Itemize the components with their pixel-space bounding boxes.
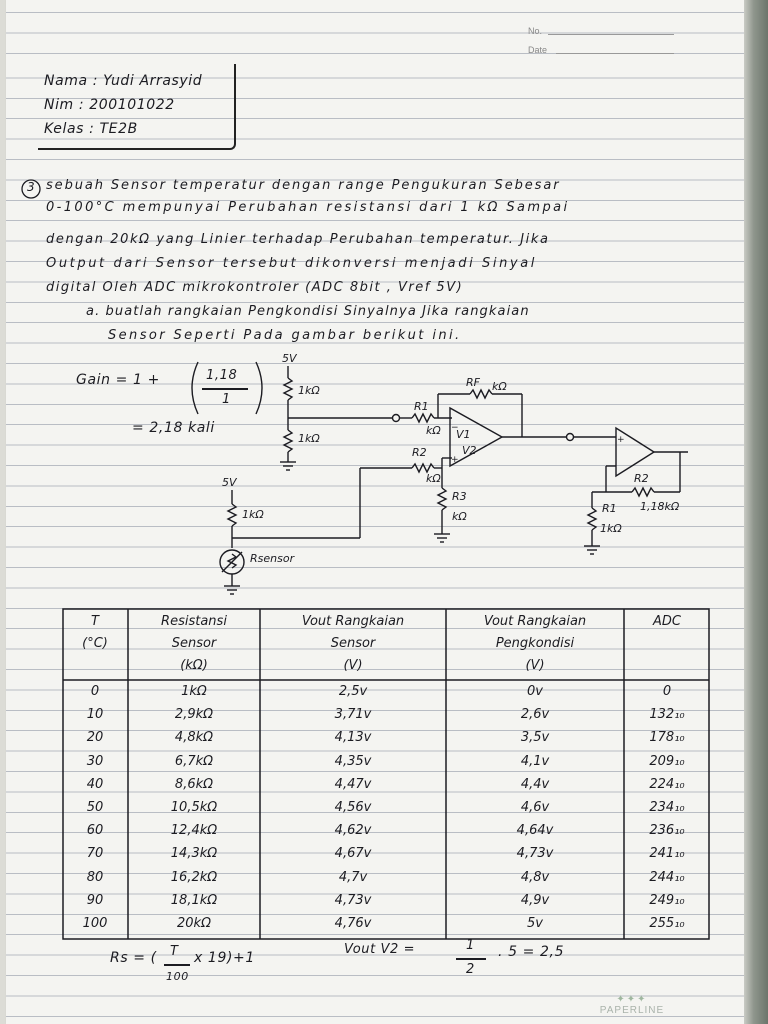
rs-formula-lhs: Rs = (	[110, 950, 157, 966]
r-top-label: 1kΩ	[298, 384, 320, 397]
table-cell: 40	[86, 776, 104, 792]
table-cell: 4,8v	[520, 869, 550, 885]
header-cell: (kΩ)	[180, 658, 208, 673]
question-number: 3	[27, 180, 36, 194]
table-cell: 2,9kΩ	[174, 707, 214, 723]
gain-denominator: 1	[222, 392, 231, 407]
header-cell: ADC	[653, 614, 681, 629]
gain-numerator: 1,18	[206, 368, 238, 383]
r1-value: kΩ	[426, 424, 441, 437]
r3-label: R3	[452, 490, 467, 503]
table-grid	[62, 608, 710, 940]
rs-fraction-bar	[164, 964, 190, 966]
table-cell: 60	[86, 823, 104, 839]
v2-label: V2	[462, 444, 477, 457]
v1-label: V1	[456, 428, 471, 441]
table-cell: 4,13v	[334, 730, 372, 746]
table-cell: 100	[82, 916, 108, 931]
r2b-value: 1,18kΩ	[640, 500, 680, 513]
v2-formula-den: 2	[466, 962, 475, 977]
rs-formula-rhs: x 19)+1	[194, 950, 255, 966]
table-cell: 4,7v	[338, 869, 368, 885]
r-bottom-label: 1kΩ	[298, 432, 320, 445]
header-cell: Sensor	[171, 636, 217, 651]
v2-formula-num: 1	[466, 938, 475, 953]
no-label: No.	[528, 26, 543, 36]
rs-formula-num: T	[170, 944, 179, 959]
table-cell: 5v	[527, 916, 543, 931]
table-cell: 4,1v	[520, 753, 550, 769]
leaf-icon: ✦✦✦	[616, 994, 648, 1005]
brand-text: PAPERLINE	[599, 1005, 665, 1016]
table-cell: 16,2kΩ	[170, 869, 218, 885]
question-line-4: Output dari Sensor tersebut dikonversi menjadi Sinyal	[46, 256, 538, 271]
table-cell: 4,8kΩ	[174, 730, 214, 746]
table-cell: 4,6v	[520, 800, 550, 815]
r2-value: kΩ	[426, 472, 441, 485]
table-cell: 4,56v	[334, 800, 372, 815]
header-cell: T	[91, 614, 99, 629]
table-cell: 50	[86, 800, 104, 815]
table-cell: 244₁₀	[649, 869, 685, 885]
table-cell: 6,7kΩ	[174, 753, 214, 769]
class-line: Kelas : TE2B	[44, 121, 138, 137]
table-cell: 70	[86, 846, 104, 862]
header-cell: (V)	[343, 658, 363, 673]
table-cell: 4,4v	[520, 776, 550, 792]
svg-text:−: −	[451, 423, 459, 433]
name-line: Nama : Yudi Arrasyid	[44, 73, 203, 89]
r-series-label: 1kΩ	[242, 508, 264, 521]
header-cell: Vout Rangkaian	[483, 614, 587, 629]
table-cell: 255₁₀	[649, 916, 685, 931]
table-cell: 18,1kΩ	[170, 892, 218, 908]
table-cell: 4,64v	[516, 823, 554, 839]
question-line-1: sebuah Sensor temperatur dengan range Pengukuran Sebesar	[46, 178, 561, 193]
r2-label: R2	[412, 446, 427, 459]
gain-lhs: Gain = 1 +	[76, 372, 160, 388]
paperline-logo	[592, 994, 672, 1016]
r1b-label: R1	[602, 502, 617, 515]
v2-fraction-bar	[456, 958, 486, 960]
table-cell: 20	[86, 730, 104, 746]
rf-label: RF	[466, 376, 480, 389]
question-line-2: 0-100°C mempunyai Perubahan resistansi dari 1 kΩ Sampai	[46, 200, 570, 215]
table-cell: 1kΩ	[181, 684, 207, 699]
r2b-label: R2	[634, 472, 649, 485]
table-cell: 10	[86, 707, 104, 723]
header-cell: Resistansi	[161, 614, 227, 629]
table-cell: 209₁₀	[649, 753, 685, 769]
table-cell: 0v	[527, 684, 543, 699]
header-cell: Sensor	[330, 636, 376, 651]
table-cell: 4,73v	[516, 846, 554, 862]
table-cell: 10,5kΩ	[170, 800, 218, 815]
table-cell: 30	[86, 753, 104, 769]
table-cell: 234₁₀	[649, 800, 685, 815]
table-cell: 0	[662, 684, 672, 699]
table-cell: 4,47v	[334, 776, 372, 792]
v2-formula-lhs: Vout V2 =	[344, 942, 416, 957]
table-cell: 4,35v	[334, 753, 372, 769]
table-cell: 249₁₀	[649, 892, 685, 908]
rsensor-label: Rsensor	[250, 552, 295, 565]
question-line-5: digital Oleh ADC mikrokontroler (ADC 8bit , Vref 5V)	[46, 280, 464, 295]
table-cell: 4,9v	[520, 892, 550, 908]
page-edge	[744, 0, 768, 1024]
svg-text:+: +	[451, 455, 459, 465]
table-cell: 4,73v	[334, 892, 372, 908]
question-line-3: dengan 20kΩ yang Linier terhadap Perubahan temperatur. Jika	[46, 232, 550, 247]
header-cell: Pengkondisi	[495, 636, 575, 651]
no-line	[548, 34, 674, 35]
supply-label-1: 5V	[282, 352, 297, 365]
r1-label: R1	[414, 400, 429, 413]
supply-label-2: 5V	[222, 476, 237, 489]
date-line	[556, 53, 674, 54]
table-cell: 236₁₀	[649, 823, 685, 839]
table-cell: 132₁₀	[649, 707, 685, 723]
header-cell: (V)	[525, 658, 545, 673]
table-cell: 241₁₀	[649, 846, 685, 862]
table-cell: 4,76v	[334, 916, 372, 931]
header-cell: (°C)	[82, 636, 108, 651]
table-cell: 14,3kΩ	[170, 846, 218, 862]
v2-formula-rhs: . 5 = 2,5	[498, 944, 565, 960]
gain-result: = 2,18 kali	[132, 420, 215, 436]
table-cell: 0	[90, 684, 100, 699]
table-cell: 12,4kΩ	[170, 823, 218, 839]
table-cell: 20kΩ	[176, 916, 212, 931]
table-cell: 90	[86, 892, 104, 908]
part-a-line-2: Sensor Seperti Pada gambar berikut ini.	[108, 328, 462, 343]
table-cell: 3,5v	[520, 730, 550, 746]
table-cell: 8,6kΩ	[174, 776, 214, 792]
r1b-value: 1kΩ	[600, 522, 622, 535]
rf-value: kΩ	[492, 380, 507, 393]
header-cell: Vout Rangkaian	[301, 614, 405, 629]
table-cell: 2,6v	[520, 707, 550, 723]
svg-text:+: +	[617, 435, 625, 445]
table-cell: 224₁₀	[649, 776, 685, 792]
table-cell: 2,5v	[338, 684, 368, 699]
date-label: Date	[528, 45, 548, 55]
table-cell: 80	[86, 869, 104, 885]
table-cell: 178₁₀	[649, 730, 685, 746]
data-table	[62, 608, 710, 940]
part-a-line-1: a. buatlah rangkaian Pengkondisi Sinyalnya Jika rangkaian	[86, 304, 530, 319]
nim-line: Nim : 200101022	[44, 97, 175, 113]
rs-formula-den: 100	[166, 970, 189, 983]
table-cell: 3,71v	[334, 707, 372, 723]
table-cell: 4,62v	[334, 823, 372, 839]
table-cell: 4,67v	[334, 846, 372, 862]
gain-fraction-bar	[202, 388, 248, 390]
r3-value: kΩ	[452, 510, 467, 523]
